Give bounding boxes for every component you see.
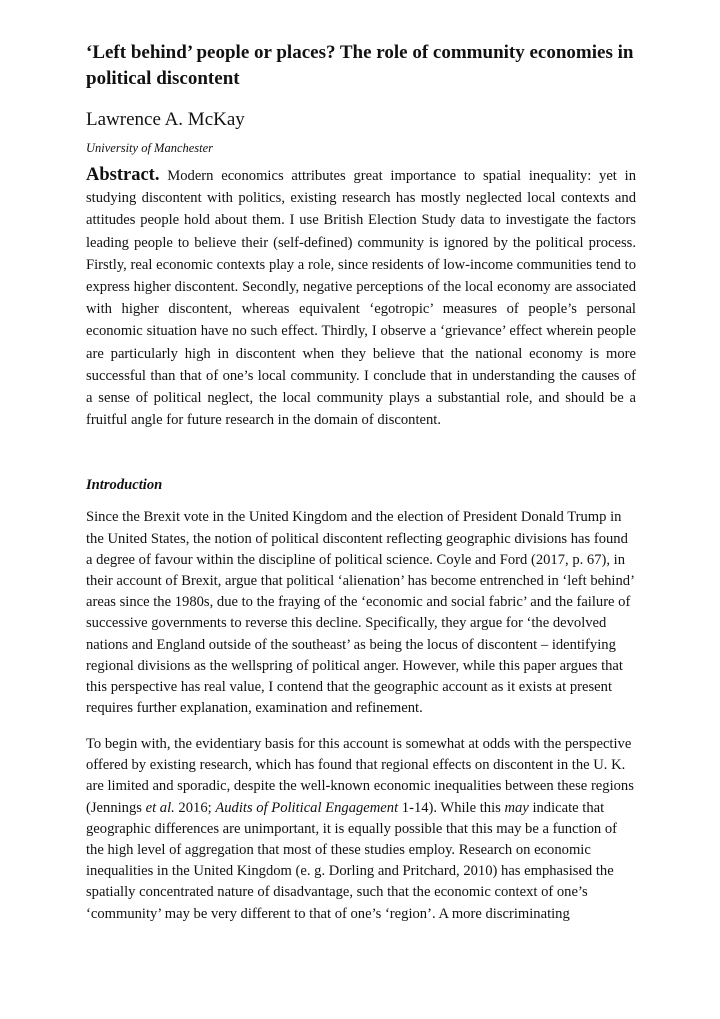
abstract [86,164,636,431]
para2-audits-title: Audits of Political Engagement [215,799,399,816]
para2-text-3: 1-14). While this [398,799,505,816]
author-name: Lawrence A. McKay [86,109,245,130]
para2-etal: et al. [145,799,175,816]
abstract-label: Abstract. [86,165,160,185]
para2-text-2: 2016; [174,799,216,816]
paper-title: ‘Left behind’ people or places? The role of community economies in political discontent [86,42,634,89]
para2-may: may [504,799,529,816]
body-paragraph-2 [86,734,636,925]
author-affiliation: University of Manchester [86,141,214,155]
abstract-text: Modern economics attributes great importance to spatial inequality: yet in studying discontent with politics, existing research has mostly neglected local contexts and attitudes people hold about them. I use British Election Study data to investigate the factors leading people to believe their (self-defined) community is ignored by the political process. Firstly, real economic contexts play a role, since residents of low-income communities tend to express higher discontent. Secondly, negative perceptions of the local economy are associated with higher discontent, whereas equivalent ‘egotropic’ measures of people’s personal economic situation have no such effect. Thirdly, I observe a ‘grievance’ effect wherein people are particularly high in discontent when they believe that the national economy is more successful than that of one’s local community. I conclude that in understanding the causes of a sense of political neglect, the local community plays a substantial role, and should be a fruitful angle for future research in the domain of discontent. [86,168,636,429]
para2-text-1: To begin with, the evidentiary basis for this account is somewhat at odds with the perspective offered by existing research, which has found that regional effects on discontent in the U. K. are limited and sporadic, despite the well-known economic inequalities between these regions (Jennings [86,736,634,816]
para2-text-4: indicate that geographic differences are unimportant, it is equally possible that this may be a function of the high level of aggregation that most of these studies employ. Research on economic inequalities in the United Kingdom (e. g. Dorling and Pritchard, 2010) has emphasised the spatially concentrated nature of disadvantage, such that the economic context of one’s ‘community’ may be very different to that of one’s ‘region’. A more discriminating [86,799,618,922]
body-paragraph-1: Since the Brexit vote in the United Kingdom and the election of President Donald Trump in the United States, the notion of political discontent reflecting geographic divisions has found a degree of favour within the discipline of political science. Coyle and Ford (2017, p. 67), in their account of Brexit, argue that political ‘alienation’ has become entrenched in ‘left behind’ areas since the 1980s, due to the fraying of the ‘economic and social fabric’ and the failure of successive governments to reverse this decline. Specifically, they argue for ‘the devolved nations and England outside of the southeast’ as being the locus of discontent – identifying regional divisions as the wellspring of political anger. However, while this paper argues that this perspective has real value, I contend that the geographic account as it exists at present requires further explanation, examination and refinement. [86,509,634,717]
section-heading: Introduction [86,477,163,494]
